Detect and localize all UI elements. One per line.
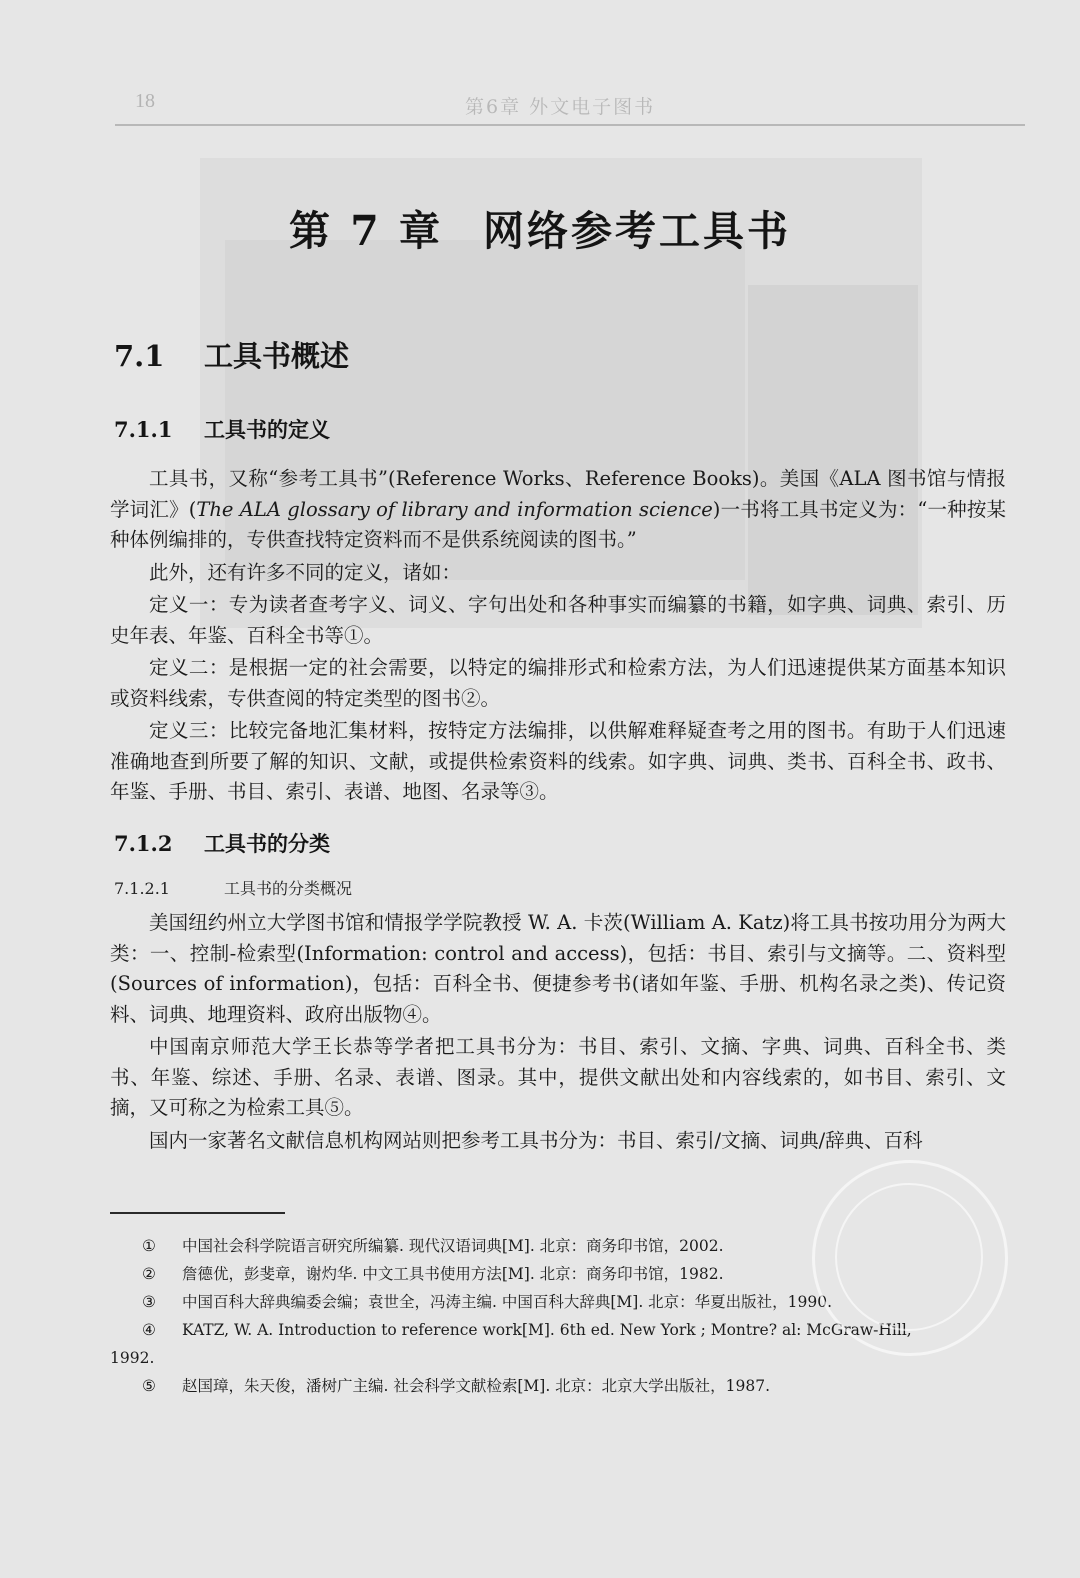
paragraph-definition-intro: 工具书，又称“参考工具书”(Reference Works、Reference Books)。美国《ALA 图书馆与情报学词汇》(The ALA glossary of library and information science)一书将工具书定义为：“一种按某种体例编排的，专供查找特定资料而不是供系统阅读的图书。” <box>110 467 1007 551</box>
watermark-seal-inner <box>835 1183 983 1331</box>
header-rule <box>115 124 1025 126</box>
subsection-title-1: 工具书的定义 <box>204 417 330 442</box>
footnote-4: ④ KATZ, W. A. Introduction to reference work[M]. 6th ed. New York ; Montre? al: McGraw-Hill, <box>142 1321 912 1339</box>
subsection-heading-1 <box>114 414 330 444</box>
body-text-2 <box>110 908 1006 1158</box>
paragraph-nanjing-classification: 中国南京师范大学王长恭等学者把工具书分为：书目、索引、文摘、字典、词典、百科全书、类书、年鉴、综述、手册、名录、表谱、图录。其中，提供文献出处和内容线索的，如书目、索引、文摘，又可称之为检索工具⑤。 <box>110 1035 1006 1119</box>
subsubsection-number: 7.1.2.1 <box>114 879 170 898</box>
subsubsection-heading <box>114 876 352 899</box>
subsection-number-2: 7.1.2 <box>114 831 173 856</box>
chapter-title <box>0 198 1080 257</box>
footnote-2: ② 詹德优，彭斐章，谢灼华. 中文工具书使用方法[M]. 北京：商务印书馆，1982. <box>142 1265 724 1283</box>
footnote-3: ③ 中国百科大辞典编委会编；袁世全，冯涛主编. 中国百科大辞典[M]. 北京：华夏出版社，1990. <box>142 1293 833 1311</box>
paragraph-definition-2: 定义二：是根据一定的社会需要，以特定的编排形式和检索方法，为人们迅速提供某方面基本知识或资料线索，专供查阅的特定类型的图书②。 <box>110 656 1006 710</box>
subsection-number-1: 7.1.1 <box>114 417 173 442</box>
footnote-5: ⑤ 赵国璋，朱天俊，潘树广主编. 社会科学文献检索[M]. 北京：北京大学出版社，1987. <box>142 1377 771 1395</box>
italic-book-title: The ALA glossary of library and information science <box>196 497 713 521</box>
paragraph-definition-3: 定义三：比较完备地汇集材料，按特定方法编排，以供解难释疑查考之用的图书。有助于人们迅速准确地查到所要了解的知识、文献，或提供检索资料的线索。如字典、词典、类书、百科全书、政书、年鉴、手册、书目、索引、表谱、地图、名录等③。 <box>110 719 1006 803</box>
section-heading <box>114 334 349 375</box>
running-title: 第6章 外文电子图书 <box>465 96 656 118</box>
footnote-1: ① 中国社会科学院语言研究所编纂. 现代汉语词典[M]. 北京：商务印书馆，2002. <box>142 1237 724 1255</box>
subsection-heading-2 <box>114 828 330 858</box>
paragraph-institution-classification: 国内一家著名文献信息机构网站则把参考工具书分为：书目、索引/文摘、词典/辞典、百科 <box>149 1128 923 1152</box>
footnote-rule <box>110 1212 285 1214</box>
body-text-1 <box>110 464 1006 810</box>
page-number: 18 <box>135 90 155 112</box>
subsubsection-title: 工具书的分类概况 <box>224 879 353 898</box>
paragraph-other-definitions: 此外，还有许多不同的定义，诸如： <box>149 560 462 584</box>
running-header <box>115 90 1025 122</box>
subsection-title-2: 工具书的分类 <box>204 831 330 856</box>
chapter-name: 网络参考工具书 <box>483 207 792 255</box>
paragraph-definition-1: 定义一：专为读者查考字义、词义、字句出处和各种事实而编纂的书籍，如字典、词典、索引、历史年表、年鉴、百科全书等①。 <box>110 593 1006 647</box>
section-number: 7.1 <box>114 339 165 373</box>
section-title: 工具书概述 <box>204 339 350 373</box>
chapter-number: 第 7 章 <box>288 207 444 255</box>
paragraph-katz-classification: 美国纽约州立大学图书馆和情报学学院教授 W. A. 卡茨(William A. Katz)将工具书按功用分为两大类：一、控制-检索型(Information: control and access)，包括：书目、索引与文摘等。二、资料型(Sources of information)，包括：百科全书、便捷参考书(诸如年鉴、手册、机构名录之类)、传记资料、词典、地理资料、政府出版物④。 <box>110 911 1006 1026</box>
footnote-4-continuation: 1992. <box>110 1349 155 1367</box>
